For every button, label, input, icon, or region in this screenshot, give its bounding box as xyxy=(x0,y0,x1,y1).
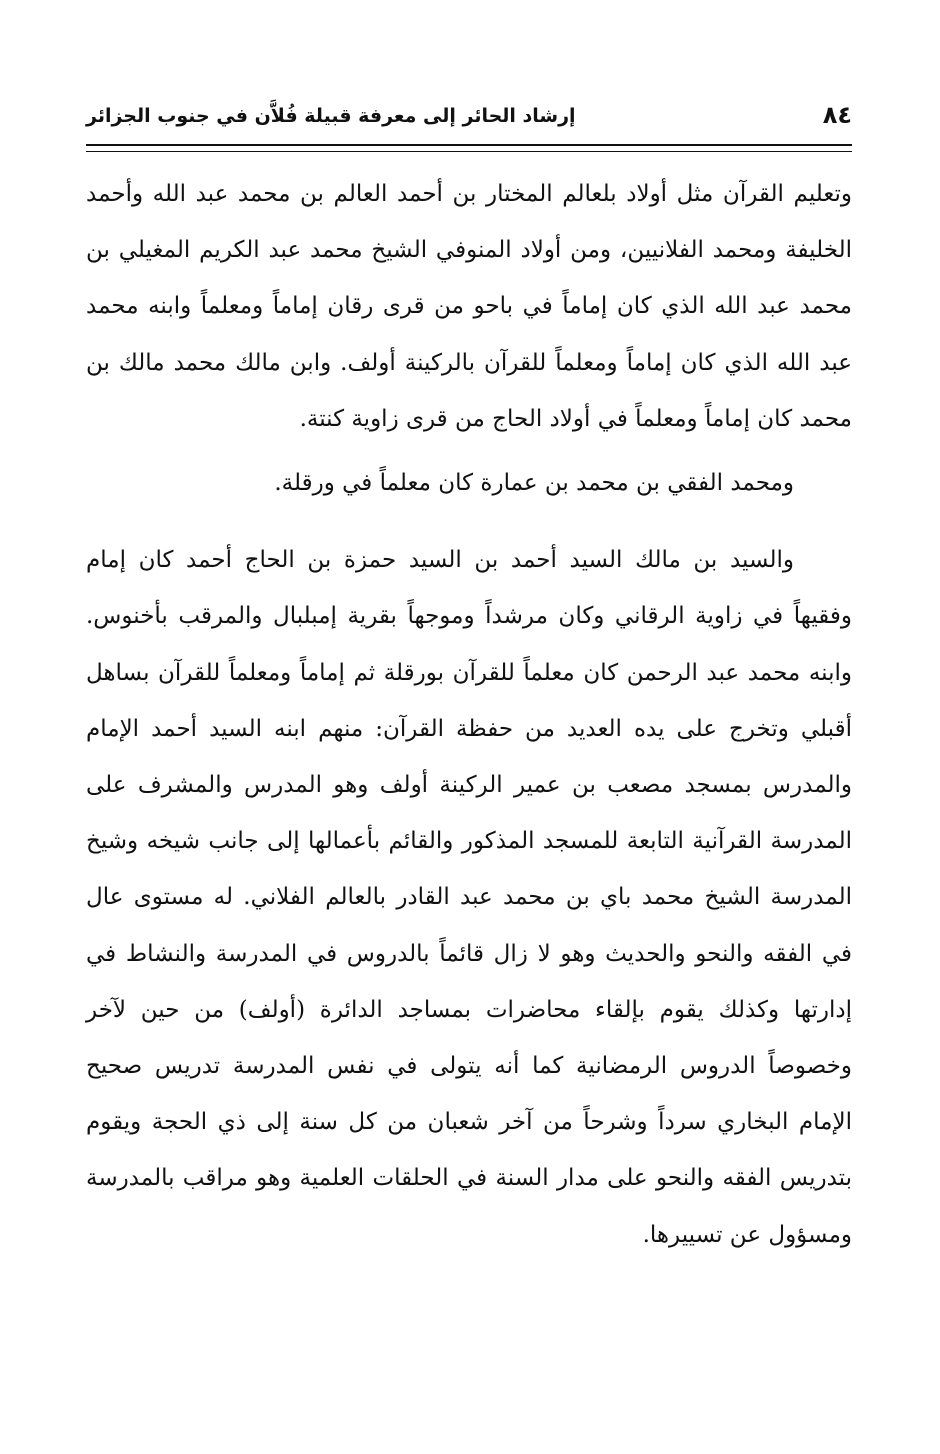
paragraph-teachers-list: وتعليم القرآن مثل أولاد بلعالم المختار بن أحمد العالم بن محمد عبد الله وأحمد الخليفة ومحمد الفلانيين، ومن أولاد المنوفي الشيخ محمد عبد الكريم المغيلي بن محمد عبد الله الذي كان إماماً في باحو من قرى رقان إماماً ومعلماً وابنه محمد عبد الله الذي كان إماماً ومعلماً للقرآن بالركينة أولف. وابن مالك محمد مالك بن محمد كان إماماً ومعلماً في أولاد الحاج من قرى زاوية كنتة. xyxy=(86,181,852,432)
book-title: إرشاد الحائر إلى معرفة قبيلة فُلاَّن في جنوب الجزائر xyxy=(86,105,576,127)
running-header xyxy=(86,98,852,138)
paragraph-muhammad-al-fiqi: ومحمد الفقي بن محمد بن عمارة كان معلماً في ورقلة. xyxy=(274,470,794,497)
page-number: ٨٤ xyxy=(822,101,852,129)
body-text xyxy=(86,166,852,1263)
header-rule xyxy=(86,144,852,152)
paragraph-al-sayyid-ibn-malik: والسيد بن مالك السيد أحمد بن السيد حمزة بن الحاج أحمد كان إمام وفقيهاً في زاوية الرقاني وكان مرشداً وموجهاً بقرية إمبلبال والمرقب بأخنوس. وابنه محمد عبد الرحمن كان معلماً للقرآن بورقلة ثم إماماً ومعلماً للقرآن بساهل أقبلي وتخرج على يده العديد من حفظة القرآن: منهم ابنه السيد أحمد الإمام والمدرس بمسجد مصعب بن عمير الركينة أولف وهو المدرس والمشرف على المدرسة القرآنية التابعة للمسجد المذكور والقائم بأعمالها إلى جانب شيخه وشيخ المدرسة الشيخ محمد باي بن محمد عبد القادر بالعالم الفلاني. له مستوى عال في الفقه والنحو والحديث وهو لا زال قائماً بالدروس في المدرسة والنشاط في إدارتها وكذلك يقوم بإلقاء محاضرات بمساجد الدائرة (أولف) من حين لآخر وخصوصاً الدروس الرمضانية كما أنه يتولى في نفس المدرسة تدريس صحيح الإمام البخاري سرداً وشرحاً من آخر شعبان من كل سنة إلى ذي الحجة ويقوم بتدريس الفقه والنحو على مدار السنة في الحلقات العلمية وهو مراقب بالمدرسة ومسؤول عن تسييرها. xyxy=(86,547,852,1248)
